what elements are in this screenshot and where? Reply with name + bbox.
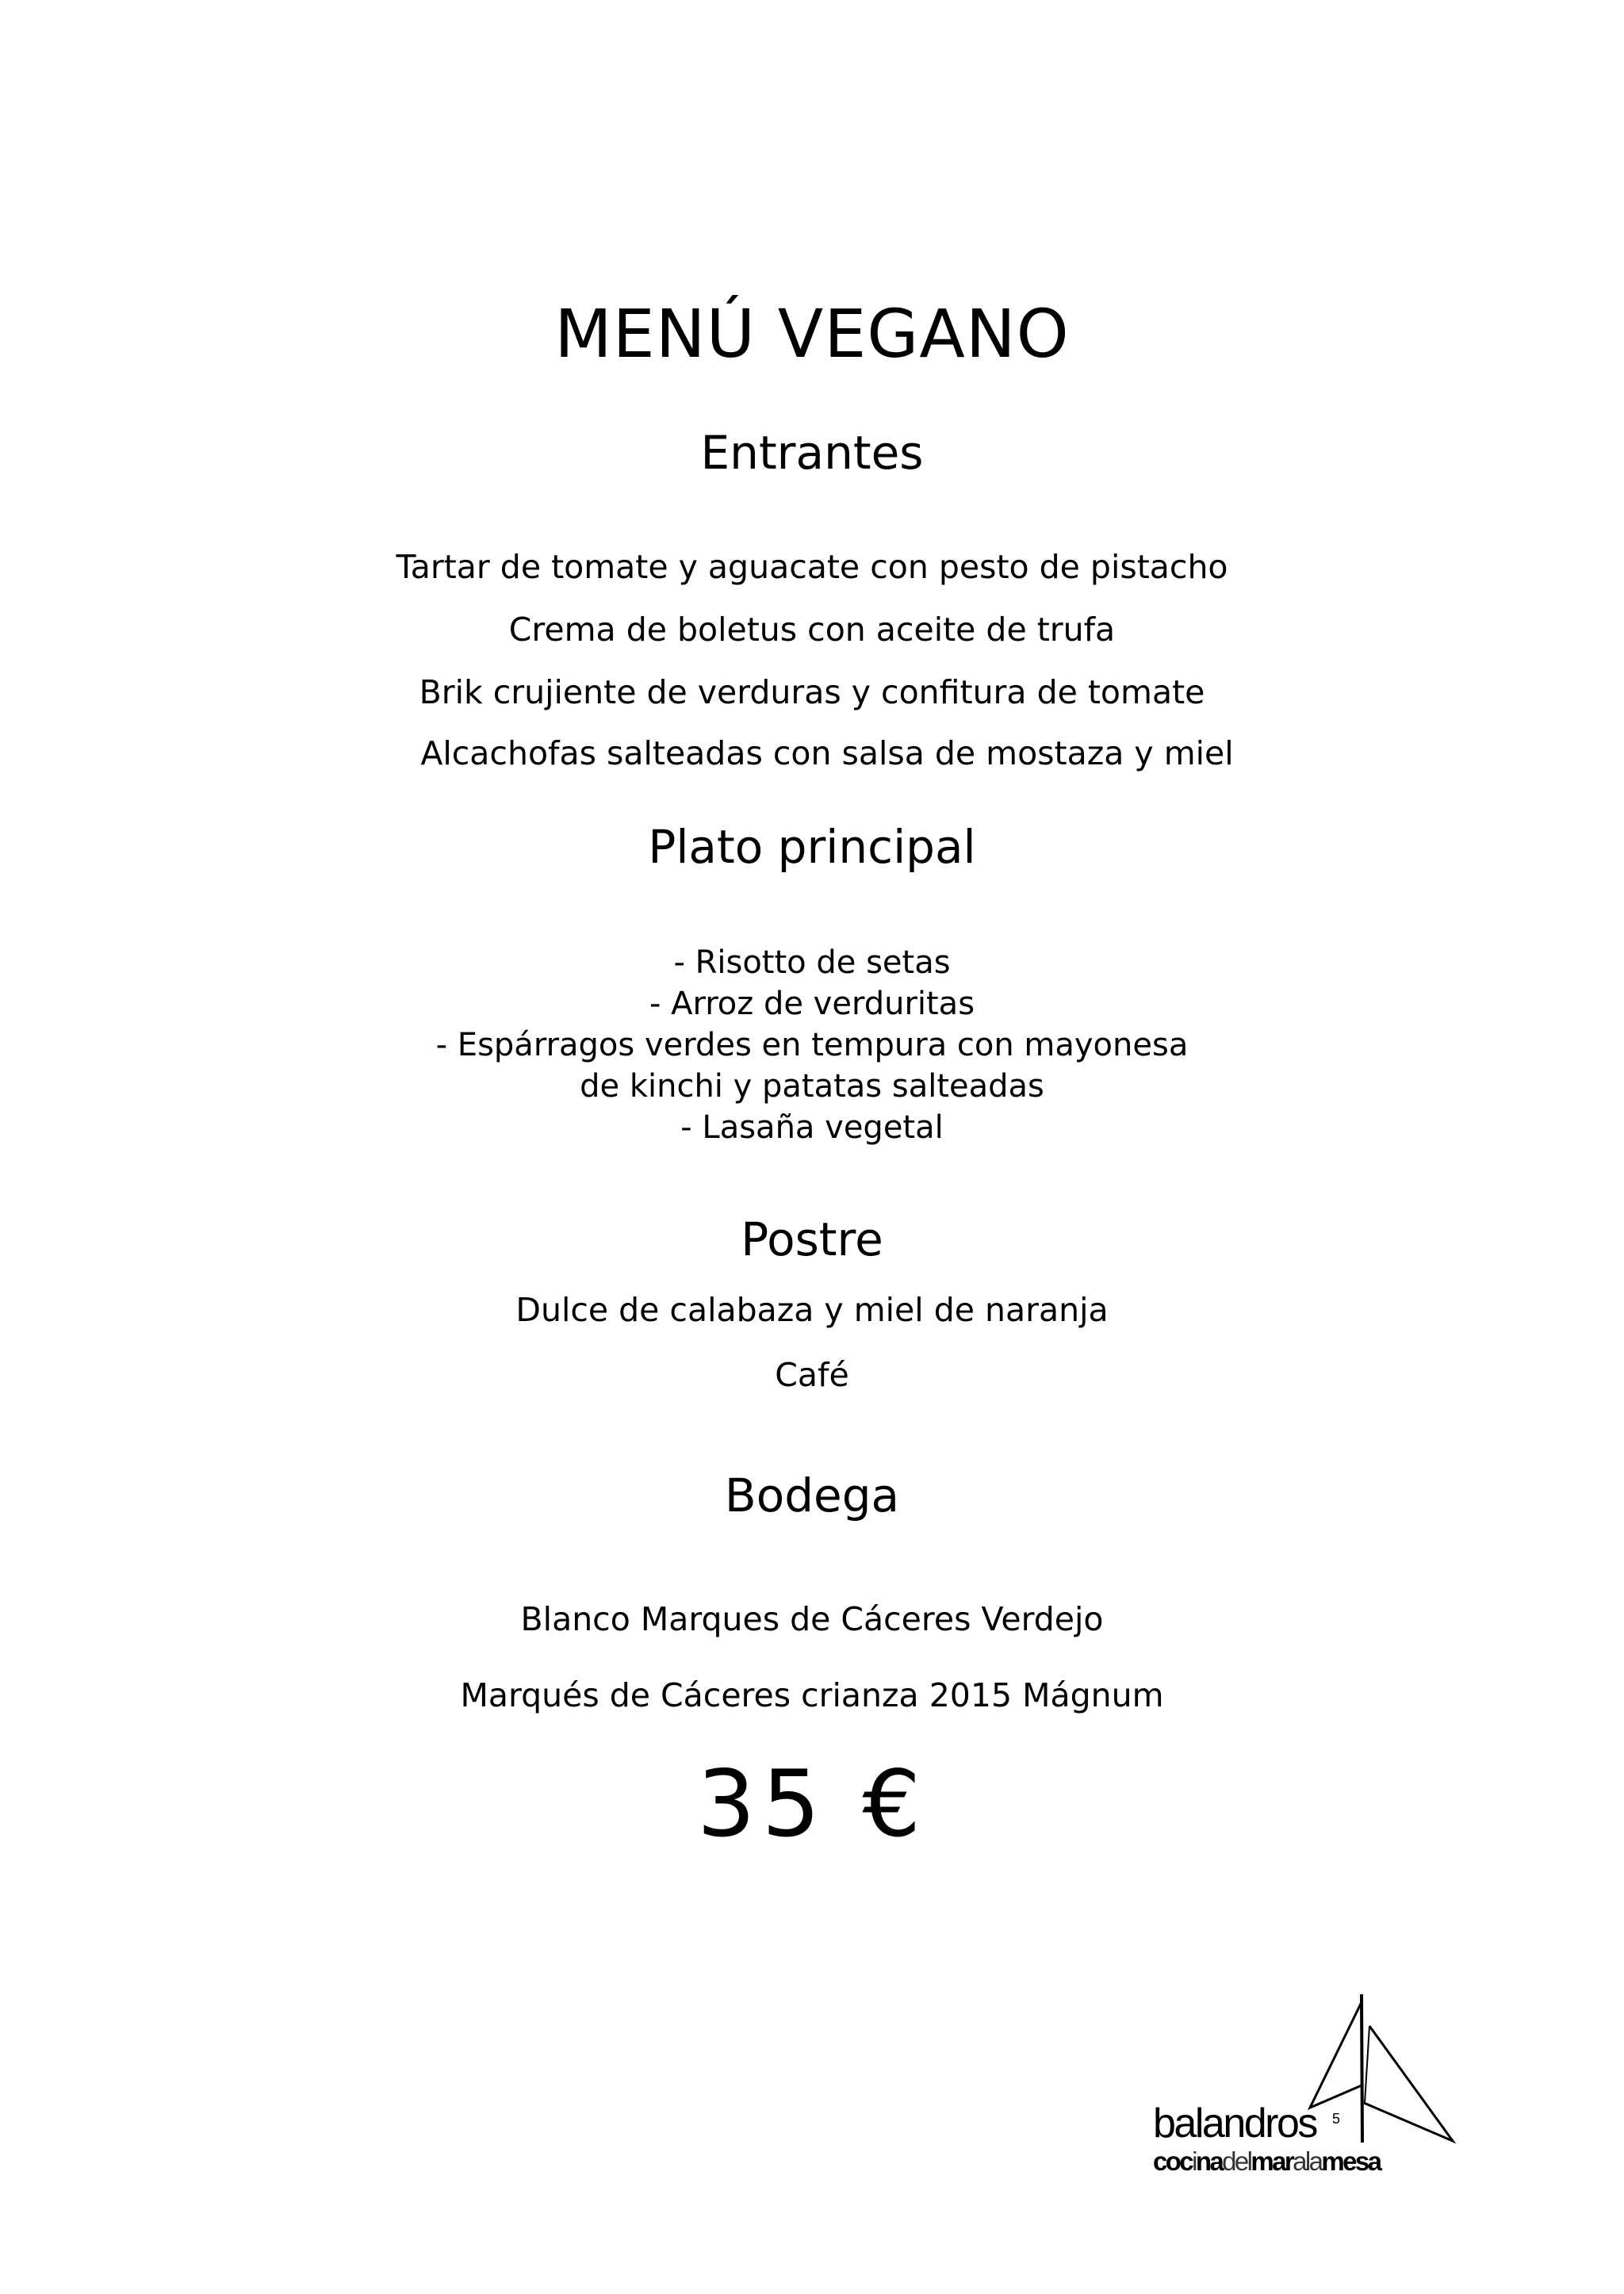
dessert-item: Dulce de calabaza y miel de naranja [515, 1291, 1109, 1329]
logo-brand-name: balandros [1153, 2101, 1316, 2147]
dessert-item: Café [775, 1356, 849, 1394]
tagline-part: coc [1153, 2147, 1193, 2176]
tagline-part: i [1192, 2147, 1196, 2176]
tagline-part: del [1222, 2147, 1251, 2176]
starter-item: Brik crujiente de verduras y confitura de tomate [419, 673, 1205, 711]
starter-item: Alcachofas salteadas con salsa de mostaza y miel [420, 734, 1234, 772]
logo-tagline [1153, 2148, 1380, 2175]
tagline-part: na [1195, 2147, 1223, 2176]
section-heading-wine: Bodega [724, 1469, 900, 1522]
main-item: - Arroz de verduritas [649, 986, 975, 1022]
wine-item: Marqués de Cáceres crianza 2015 Mágnum [460, 1676, 1164, 1714]
tagline-part: ala [1293, 2147, 1322, 2176]
main-item-continuation: de kinchi y patatas salteadas [580, 1068, 1044, 1105]
restaurant-logo [1142, 1986, 1475, 2193]
starter-item: Tartar de tomate y aguacate con pesto de pistacho [396, 548, 1228, 586]
logo-superscript: 5 [1332, 2111, 1341, 2127]
main-item: - Espárragos verdes en tempura con mayonesa [435, 1027, 1189, 1063]
starter-item: Crema de boletus con aceite de trufa [508, 611, 1116, 649]
main-item: - Risotto de setas [673, 944, 951, 981]
tagline-part: mar [1251, 2147, 1293, 2176]
main-item: - Lasaña vegetal [680, 1109, 944, 1146]
tagline-part: mesa [1321, 2147, 1381, 2176]
menu-price: 35 € [696, 1751, 928, 1858]
section-heading-main: Plato principal [648, 820, 976, 874]
wine-item: Blanco Marques de Cáceres Verdejo [520, 1600, 1104, 1638]
section-heading-dessert: Postre [741, 1212, 883, 1266]
menu-title: MENÚ VEGANO [554, 295, 1070, 373]
section-heading-starters: Entrantes [700, 426, 924, 480]
